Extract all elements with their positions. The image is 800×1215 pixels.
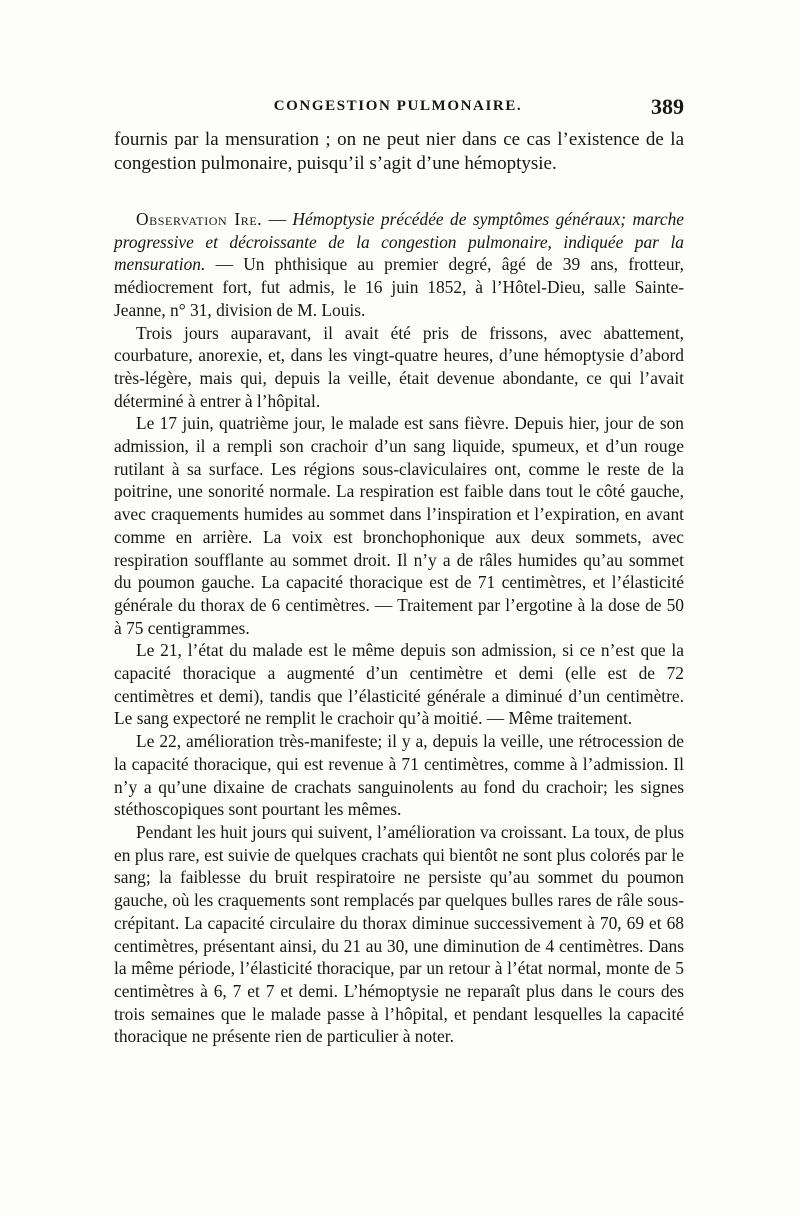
intro-paragraph: fournis par la mensuration ; on ne peut nier dans ce cas l’existence de la congestion pulmonaire, puisqu’il s’agit d’une hémoptysie.	[114, 129, 684, 174]
observation-paragraph	[114, 208, 684, 322]
paragraph-june-17: Le 17 juin, quatrième jour, le malade est sans fièvre. Depuis hier, jour de son admission, il a rempli son crachoir d’un sang liquide, spumeux, et d’un rouge rutilant à sa surface. Les régions sous-claviculaires ont, comme le reste de la poitrine, une sonorité normale. La respiration est faible dans tout le côté gauche, avec craquements humides au sommet dans l’inspiration et l’expiration, en avant comme en arrière. La voix est bronchophonique aux deux sommets, avec respiration soufflante au sommet droit. Il n’y a de râles humides qu’au sommet du poumon gauche. La capacité thoracique est de 71 centimètres, et l’élasticité générale du thorax de 6 centimètres. — Traitement par l’ergotine à la dose de 50 à 75 centigrammes.	[114, 413, 684, 638]
body-text	[114, 128, 684, 1048]
observation-heading: Hémoptysie précédée de symptômes généraux; marche progressive et décroissante de la congestion pulmonaire, indiquée par la mensuration.	[114, 209, 684, 275]
observation-text: — Un phthisique au premier degré, âgé de 39 ans, frotteur, médiocrement fort, fut admis, le 16 juin 1852, à l’Hôtel-Dieu, salle Sainte-Jeanne, n° 31, division de M. Louis.	[114, 254, 684, 320]
paragraph-june-21: Le 21, l’état du malade est le même depuis son admission, si ce n’est que la capacité thoracique a augmenté d’un centimètre et demi (elle est de 72 centimètres et demi), tandis que l’élasticité générale a diminué d’un centimètre. Le sang expectoré ne remplit le crachoir qu’à moitié. — Même traitement.	[114, 640, 684, 729]
paragraph-onset: Trois jours auparavant, il avait été pris de frissons, avec abattement, courbature, anorexie, et, dans les vingt-quatre heures, d’une hémoptysie d’abord très-légère, mais qui, depuis la veille, était devenue abondante, ce qui l’avait déterminé à entrer à l’hôpital.	[114, 322, 684, 411]
paragraph-june-22: Le 22, amélioration très-manifeste; il y a, depuis la veille, une rétrocession de la capacité thoracique, qui est revenue à 71 centimètres, comme à l’admission. Il n’y a qu’une dixaine de crachats sanguinolents au fond du crachoir; les signes stéthoscopiques sont pourtant les mêmes.	[114, 731, 684, 820]
observation-dash: —	[262, 209, 293, 229]
paragraph-following-days: Pendant les huit jours qui suivent, l’amélioration va croissant. La toux, de plus en plus rare, est suivie de quelques crachats qui bientôt ne sont plus colorés par le sang; la faiblesse du bruit respiratoire ne persiste qu’au sommet du poumon gauche, où les craquements sont remplacés par quelques bulles rares de râle sous-crépitant. La capacité circulaire du thorax diminue successivement à 70, 69 et 68 centimètres, présentant ainsi, du 21 au 30, une diminution de 4 centimètres. Dans la même période, l’élasticité thoracique, par un retour à l’état normal, monte de 5 centimètres à 6, 7 et 7 et demi. L’hémoptysie ne reparaît plus dans le cours des trois semaines que le malade passe à l’hôpital, et pendant lesquelles la capacité thoracique ne présente rien de particulier à noter.	[114, 821, 684, 1047]
observation-label: Observation Ire.	[136, 209, 263, 229]
page-header	[112, 96, 684, 124]
running-title: CONGESTION PULMONAIRE.	[273, 98, 523, 114]
page-number: 389	[651, 94, 684, 119]
